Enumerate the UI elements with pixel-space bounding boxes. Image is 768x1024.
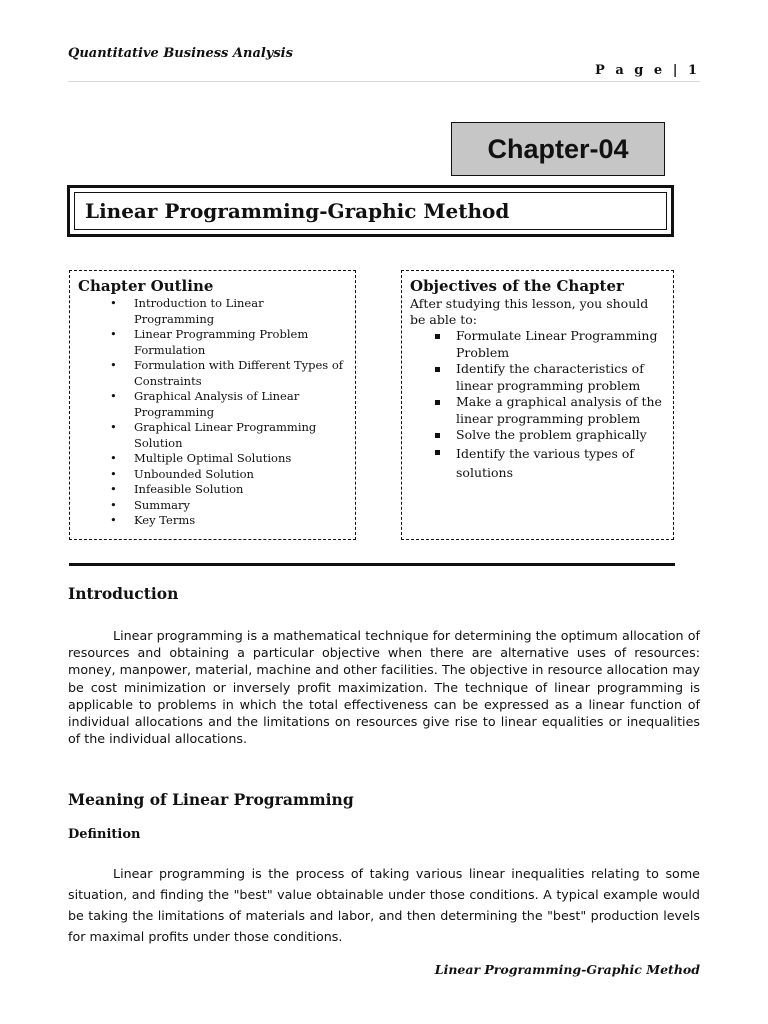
outline-item: [98, 420, 347, 451]
square-bullet-icon: [435, 433, 440, 438]
outline-item: [98, 513, 347, 529]
outline-item: [98, 327, 347, 358]
outline-item-label: Infeasible Solution: [134, 482, 244, 496]
objective-item-label: Formulate Linear Programming Problem: [456, 328, 658, 360]
objectives-list: [410, 328, 665, 482]
chapter-outline-list: [78, 296, 347, 529]
chapter-title-frame: [67, 185, 674, 237]
outline-item: [98, 296, 347, 327]
outline-item-label: Key Terms: [134, 513, 196, 527]
outline-item-label: Formulation with Different Types of Constraints: [134, 358, 344, 388]
outline-item-label: Unbounded Solution: [134, 466, 254, 481]
objective-item: [432, 394, 665, 427]
bullet-icon: •: [110, 466, 117, 481]
bullet-icon: •: [110, 497, 117, 512]
bullet-icon: •: [110, 451, 117, 465]
chapter-outline-box: [69, 270, 356, 540]
objective-item-label: Identify the characteristics of linear programming problem: [456, 361, 644, 393]
outline-item-label: Graphical Linear Programming Solution: [134, 420, 317, 450]
bullet-icon: •: [110, 420, 117, 434]
bullet-icon: •: [110, 482, 117, 496]
square-bullet-icon: [435, 400, 440, 405]
bullet-icon: •: [110, 358, 117, 372]
objectives-intro: After studying this lesson, you should be able to:: [410, 296, 649, 327]
definition-heading: Definition: [68, 827, 141, 842]
objective-item: [432, 444, 665, 482]
outline-item: [98, 467, 347, 483]
chapter-number-box: [451, 122, 665, 176]
section-divider: [69, 563, 675, 566]
objective-item-label: Make a graphical analysis of the linear programming problem: [456, 394, 662, 426]
outline-item: [98, 389, 347, 420]
outline-item: [98, 498, 347, 514]
bullet-icon: •: [110, 327, 117, 341]
chapter-outline-heading: Chapter Outline: [78, 277, 214, 295]
bullet-icon: •: [110, 513, 117, 527]
square-bullet-icon: [435, 334, 440, 339]
definition-paragraph: Linear programming is the process of taking various linear inequalities relating to some situation, and finding the "best" value obtainable under those conditions. A typical example would be taking the limitations of materials and labor, and then determining the "best" production levels for maximal profits under those conditions.: [68, 866, 700, 944]
objective-item: [432, 328, 665, 361]
outline-item-label: Multiple Optimal Solutions: [134, 451, 292, 465]
objective-item-label: Solve the problem graphically: [456, 427, 647, 442]
chapter-number-label: Chapter-04: [487, 133, 629, 164]
square-bullet-icon: [435, 450, 440, 455]
introduction-paragraph: Linear programming is a mathematical technique for determining the optimum allocation of resources and obtaining a particular objective when there are alternative uses of resources: money, manpower, material, machine and other facilities. The objective in resource allocation may be cost minimization or inversely profit maximization. The technique of linear programming is applicable to problems in which the total effectiveness can be expressed as a linear function of individual allocations and the limitations on resources give rise to linear equalities or inequalities of the individual allocations.: [68, 628, 700, 747]
objective-item: [432, 427, 665, 444]
chapter-objectives-box: [401, 270, 674, 540]
outline-item-label: Introduction to Linear Programming: [134, 296, 264, 326]
introduction-heading: Introduction: [68, 584, 179, 603]
header-divider: [68, 81, 700, 82]
footer-running-title: Linear Programming-Graphic Method: [434, 962, 700, 977]
chapter-title: Linear Programming-Graphic Method: [74, 192, 667, 230]
outline-item: [98, 451, 347, 467]
meaning-heading: Meaning of Linear Programming: [68, 790, 354, 809]
outline-item-label: Linear Programming Problem Formulation: [134, 327, 309, 357]
outline-item-label: Graphical Analysis of Linear Programming: [134, 389, 300, 419]
bullet-icon: •: [110, 389, 117, 403]
objective-item-label: Identify the various types of solutions: [456, 445, 634, 480]
chapter-objectives-heading: Objectives of the Chapter: [410, 277, 624, 295]
page-number: P a g e | 1: [595, 63, 700, 78]
outline-item: [98, 358, 347, 389]
bullet-icon: •: [110, 296, 117, 310]
page-header-title: Quantitative Business Analysis: [68, 46, 293, 61]
outline-item-label: Summary: [134, 497, 190, 512]
square-bullet-icon: [435, 367, 440, 372]
outline-item: [98, 482, 347, 498]
objective-item: [432, 361, 665, 394]
